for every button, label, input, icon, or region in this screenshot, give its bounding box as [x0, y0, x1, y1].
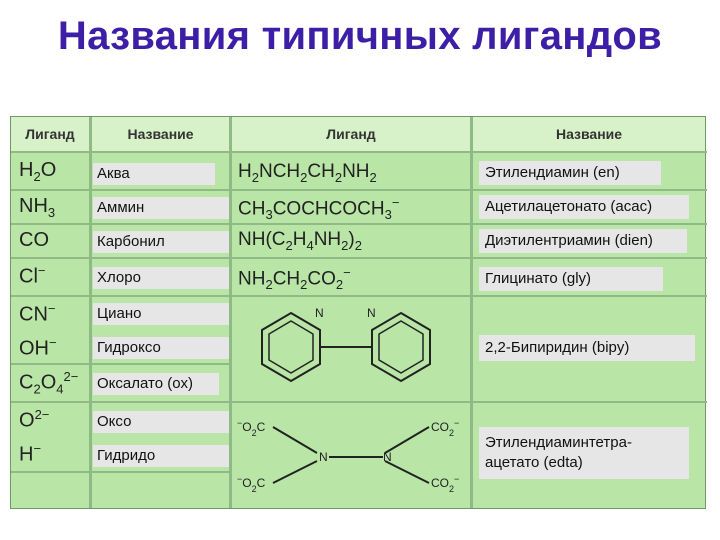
bipy-atom-n2: N	[367, 306, 376, 320]
name-edta-line1: Этилендиаминтетра-	[485, 434, 632, 451]
name-carbonyl: Карбонил	[93, 231, 229, 253]
edta-n-left: N	[319, 450, 328, 464]
divider	[11, 363, 231, 365]
pyridine-ring-left-inner	[269, 321, 313, 373]
name-hydroxo: Гидроксо	[93, 337, 229, 359]
edta-n-right: N	[383, 450, 392, 464]
name-dien: Диэтилентриамин (dien)	[479, 229, 687, 253]
edta-co2-top-right: $CO_2^-$	[431, 418, 460, 438]
divider	[231, 401, 707, 403]
ligand-c2o4: $C_2O_4^{2-}$	[19, 369, 79, 397]
bipy-atom-n1: N	[315, 306, 324, 320]
divider	[11, 295, 231, 297]
name-bipy: 2,2-Бипиридин (bipy)	[479, 335, 695, 361]
divider	[11, 223, 231, 225]
name-edta	[479, 427, 689, 479]
name-acac: Ацетилацетонато (acac)	[479, 195, 689, 219]
name-cyano: Циано	[93, 303, 229, 325]
ligand-co: CO	[19, 229, 49, 251]
name-oxo: Оксо	[93, 411, 229, 433]
ligand-en: $H_2NCH_2CH_2NH_2$	[238, 161, 377, 185]
divider	[11, 471, 231, 473]
divider	[11, 401, 231, 403]
header-ligand-left: Лиганд	[11, 117, 89, 151]
edta-co2-bottom-left: $^-O_2C$	[237, 474, 266, 494]
ligand-gly: $NH_2CH_2CO_2^-$	[238, 265, 351, 293]
divider	[231, 223, 707, 225]
divider	[229, 117, 232, 508]
pyridine-ring-right-inner	[379, 321, 423, 373]
header-name-left: Название	[92, 117, 229, 151]
name-hydrido: Гидридо	[93, 445, 229, 467]
pyridine-ring-left	[262, 313, 320, 381]
ligand-h2o: $H_2O$	[19, 159, 57, 184]
edta-co2-top-left: $^-O_2C$	[237, 418, 266, 438]
divider	[470, 117, 473, 508]
header-ligand-right: Лиганд	[232, 117, 470, 151]
name-chloro: Хлоро	[93, 267, 229, 289]
edta-structure	[233, 407, 469, 503]
divider	[231, 257, 707, 259]
divider	[231, 189, 707, 191]
name-gly: Глицинато (gly)	[479, 267, 663, 291]
ligand-nh3: $NH_3$	[19, 195, 56, 220]
ligand-acac: $CH_3COCHCOCH_3^-$	[238, 195, 400, 223]
name-edta-line2: ацетато (edta)	[485, 454, 583, 471]
divider	[231, 151, 707, 153]
bipy-structure	[233, 299, 469, 399]
name-oxalato: Оксалато (ox)	[93, 373, 219, 395]
name-aqua: Аква	[93, 163, 215, 185]
ligand-dien: $NH(C_2H_4NH_2)_2$	[238, 229, 362, 253]
edta-co2-bottom-right: $CO_2^-$	[431, 474, 460, 494]
ligand-cl: Cl−	[19, 263, 46, 288]
ligand-table	[10, 116, 706, 509]
header-name-right: Название	[473, 117, 705, 151]
ligand-oh: OH−	[19, 335, 57, 360]
ligand-h: H−	[19, 441, 42, 466]
divider	[11, 151, 231, 153]
divider	[89, 117, 92, 508]
divider	[11, 257, 231, 259]
pyridine-ring-right	[372, 313, 430, 381]
name-en: Этилендиамин (en)	[479, 161, 661, 185]
name-ammine: Аммин	[93, 197, 229, 219]
divider	[231, 295, 707, 297]
divider	[11, 189, 231, 191]
ligand-cn: CN−	[19, 301, 56, 326]
page-title: Названия типичных лигандов	[57, 14, 663, 58]
ligand-o: $O^{2-}$	[19, 407, 50, 432]
